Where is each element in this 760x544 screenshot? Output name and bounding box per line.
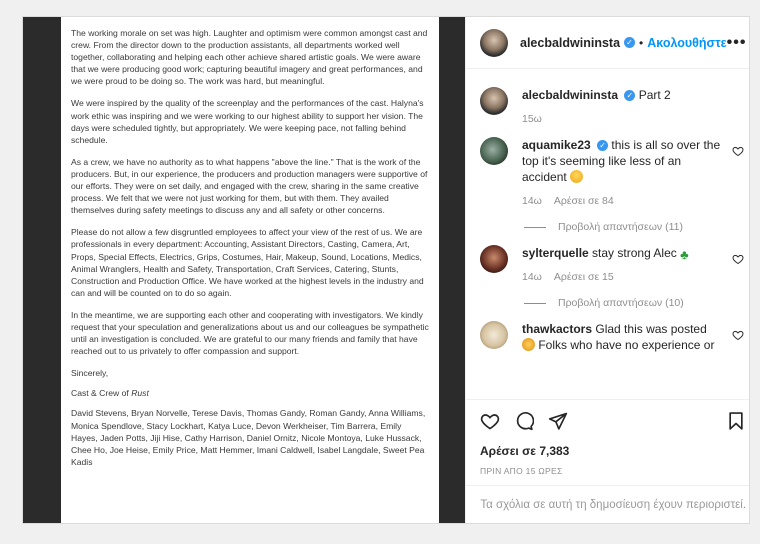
comment-bubble-icon[interactable] xyxy=(514,411,534,431)
comment-likes[interactable]: Αρέσει σε 84 xyxy=(553,195,614,207)
letter-paragraph: Please do not allow a few disgruntled employees to affect your view of the rest of us. We are professionals in every department: Accounting, Assistant Directors, Casting, Camera, Art, Props, Special Effects, Electrics, Grips, Costumes, Hair, Makeup, Sound, Locations, Medics, Animal Wranglers, Health and Safety, Transportation, Craft Services, Catering, Stunts, Construction and Production Office. We have worked at the highest levels in the industry and can and will be counted on to do so again. xyxy=(71,227,424,298)
post-sidebar xyxy=(465,17,750,523)
avatar[interactable] xyxy=(480,29,508,57)
verified-icon: ✓ xyxy=(597,140,608,151)
comment-username[interactable]: sylterquelle xyxy=(522,246,589,260)
view-replies-button[interactable] xyxy=(524,297,746,309)
like-comment-heart-icon[interactable] xyxy=(732,145,744,157)
clover-emoji-icon: ♣ xyxy=(680,247,689,262)
author-username[interactable]: alecbaldwininsta xyxy=(520,35,621,50)
caption-text: Part 2 xyxy=(638,88,671,102)
avatar[interactable] xyxy=(480,137,508,165)
post-actions xyxy=(466,399,750,523)
view-replies-label: Προβολή απαντήσεων (11) xyxy=(558,221,683,233)
clapping-hands-emoji-icon xyxy=(522,338,535,351)
post-timestamp: ΠΡΙΝ ΑΠΟ 15 ΩΡΕΣ xyxy=(480,466,563,476)
comments-restricted-notice: Τα σχόλια σε αυτή τη δημοσίευση έχουν περιοριστεί. xyxy=(466,485,750,523)
comment-item xyxy=(480,137,746,207)
comment-text-continued: Folks who have no experience or xyxy=(538,338,715,352)
save-bookmark-icon[interactable] xyxy=(726,411,746,431)
comment-text: Glad this was posted xyxy=(595,322,707,336)
avatar[interactable] xyxy=(480,321,508,349)
letter-paragraph: As a crew, we have no authority as to what happens "above the line." That is the work of the producers. But, in our experience, the producers and production managers were supportive of our efforts. They were on set daily, and engaged with the crew, sharing in the same creative process. We felt that we were not just working for them, but with them. They availed themselves during safety meetings to discuss any and all safety or other concerns. xyxy=(71,156,428,216)
like-comment-heart-icon[interactable] xyxy=(732,329,744,341)
comments-list[interactable] xyxy=(466,69,750,399)
caption xyxy=(480,87,746,125)
verified-icon: ✓ xyxy=(624,90,635,101)
view-replies-button[interactable] xyxy=(524,221,746,233)
letter-image xyxy=(61,17,439,524)
caption-username[interactable]: alecbaldwininsta xyxy=(522,88,619,102)
likes-count[interactable]: Αρέσει σε 7,383 xyxy=(480,444,570,458)
letter-paragraph: The working morale on set was high. Laughter and optimism were common amongst cast and crew. From the director down to the production assistants, all departments worked well together, collaborating and helping each other achieve shared artistic goals. We were aware that we were producing good work; capturing beautiful imagery and great performances, and we were proud to be doing so. The work was hard, but meaningful. xyxy=(71,28,428,87)
post-media xyxy=(23,17,465,524)
caption-age: 15ω xyxy=(522,113,542,125)
like-comment-heart-icon[interactable] xyxy=(732,253,744,265)
avatar[interactable] xyxy=(480,87,508,115)
letter-signature: Cast & Crew of Rust xyxy=(71,388,149,399)
comment-age[interactable]: 14ω xyxy=(522,195,542,207)
post-header xyxy=(466,17,750,69)
share-send-icon[interactable] xyxy=(548,411,568,431)
separator-dot: • xyxy=(639,35,644,50)
crying-emoji-icon xyxy=(570,170,583,183)
comment-username[interactable]: aquamike23 xyxy=(522,138,591,152)
letter-names: David Stevens, Bryan Norvelle, Terese Davis, Thomas Gandy, Roman Gandy, Anna Williams, Monica Spendlove, Stacy Lockhart, Katya Luce, Devon Werkheiser, Tim Barrera, Emily Hayes, Jaden Potts, Jiji Hise, Cathy Harrison, Daniel Ornitz, Nicole Montoya, Luke Hussack, Chee Ho, Joe Heise, Emily Price, Matt Hemmer, Imani Caldwell, Isabel Langdale, Sweet Pea Kadis xyxy=(71,408,426,467)
post-dialog xyxy=(22,16,750,524)
verified-icon: ✓ xyxy=(624,37,635,48)
view-replies-label: Προβολή απαντήσεων (10) xyxy=(558,297,684,309)
comment-text: stay strong Alec xyxy=(592,246,677,260)
comment-text: this is all so over the top it's seeming like less of an accident xyxy=(522,138,721,184)
comment-username[interactable]: thawkactors xyxy=(522,322,593,336)
more-options-icon[interactable]: ••• xyxy=(726,33,747,51)
like-heart-icon[interactable] xyxy=(480,411,500,431)
comment-item xyxy=(480,245,746,283)
comment-item xyxy=(480,321,746,353)
letter-signoff: Sincerely, xyxy=(71,368,109,379)
comment-age[interactable]: 14ω xyxy=(522,271,542,283)
avatar[interactable] xyxy=(480,245,508,273)
comment-likes[interactable]: Αρέσει σε 15 xyxy=(553,271,614,283)
letter-paragraph: We were inspired by the quality of the screenplay and the performances of the cast. Halyna's work ethic was inspiring and we were working to our highest ability to support her vision. The days were scheduled tightly, but appropriately. We were keeping pace, not falling behind schedule. xyxy=(71,98,424,145)
follow-button[interactable]: Ακολουθήστε xyxy=(647,35,727,50)
letter-paragraph: In the meantime, we are supporting each other and cooperating with investigators. We kindly request that your speculation and generalizations about us and our colleagues be sympathetic until an investigation is concluded. We are grateful to our many friends and family that have reached out to us privately to offer compassion and support. xyxy=(71,309,429,357)
